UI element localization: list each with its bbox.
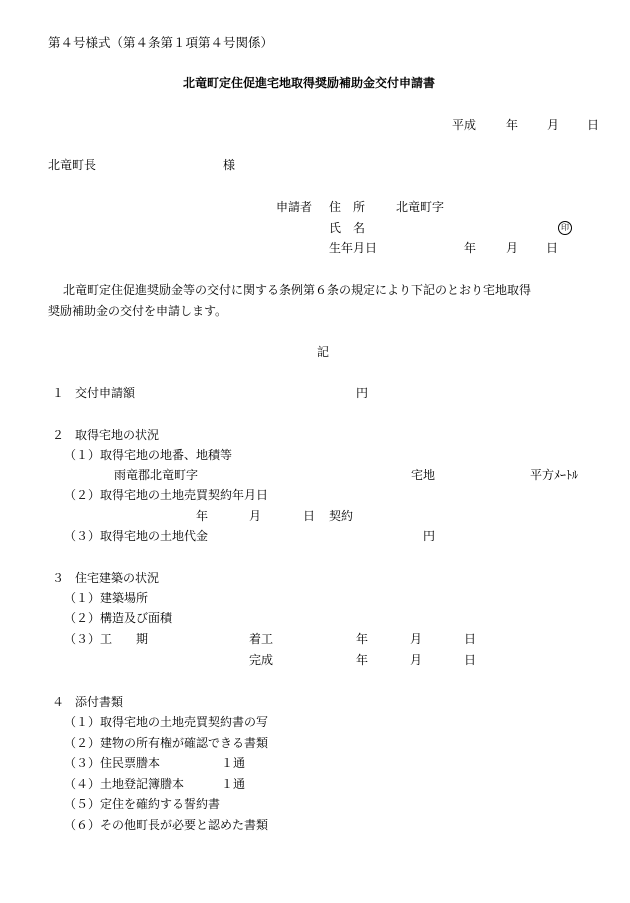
section2-area-unit: 平方ﾒｰﾄﾙ [530,468,579,482]
start-month-label: 月 [410,632,423,646]
body-text-line1: 北竜町定住促進奨励金等の交付に関する条例第６条の規定により下記のとおり宅地取得 [63,283,532,297]
section3-item2: （２）構造及び面積 [64,611,173,625]
contract-month-label: 月 [249,509,262,523]
section4-label: 添付書類 [75,695,124,709]
document-title: 北竜町定住促進宅地取得奨励補助金交付申請書 [183,76,436,90]
attachment-item: （２）建物の所有権が確認できる書類 [64,736,269,750]
section1-label: 交付申請額 [75,386,136,400]
applicant-birth-label: 生年月日 [329,241,378,255]
birth-month-label: 月 [506,241,519,255]
attachment-item: （３）住民票謄本 [64,756,161,770]
birth-year-label: 年 [464,241,477,255]
attachment-item: （４）土地登記簿謄本 [64,777,185,791]
ki-heading: 記 [317,345,330,359]
end-day-label: 日 [464,653,477,667]
start-year-label: 年 [356,632,369,646]
section3-number: ３ [52,571,65,585]
construction-start-label: 着工 [249,632,274,646]
attachment-item: （５）定住を確約する誓約書 [64,797,221,811]
section2-land-type: 宅地 [411,468,436,482]
section2-label: 取得宅地の状況 [75,428,160,442]
seal-icon: 印 [558,221,572,235]
contract-year-label: 年 [196,509,209,523]
body-text-line2: 奨励補助金の交付を申請します。 [48,304,228,318]
date-month-label: 月 [547,118,560,132]
section4-number: ４ [52,695,65,709]
addressee-name: 北竜町長 [48,158,97,172]
section2-item2: （２）取得宅地の土地売買契約年月日 [64,488,269,502]
attachment-count: １通 [221,756,246,770]
addressee-honorific: 様 [223,158,236,172]
date-day-label: 日 [587,118,600,132]
start-day-label: 日 [464,632,477,646]
attachment-item: （６）その他町長が必要と認めた書類 [64,818,269,832]
section1-unit: 円 [356,386,369,400]
contract-day-label: 日 [303,509,316,523]
contract-label: 契約 [329,509,354,523]
date-era: 平成 [452,118,477,132]
section2-item3: （３）取得宅地の土地代金 [64,529,209,543]
date-year-label: 年 [506,118,519,132]
section2-number: ２ [52,428,65,442]
end-year-label: 年 [356,653,369,667]
section2-price-unit: 円 [423,529,436,543]
form-number-label: 第４号様式（第４条第１項第４号関係） [48,35,274,50]
attachment-count: １通 [221,777,246,791]
attachment-item: （１）取得宅地の土地売買契約書の写 [64,715,269,729]
applicant-address-value: 北竜町字 [396,200,445,214]
end-month-label: 月 [410,653,423,667]
section3-label: 住宅建築の状況 [75,571,160,585]
section3-item1: （１）建築場所 [64,591,149,605]
applicant-name-label: 氏 名 [329,221,366,235]
section3-item3: （３）工 期 [64,632,149,646]
section2-item1: （１）取得宅地の地番、地積等 [64,448,233,462]
applicant-label: 申請者 [276,200,313,214]
section1-number: １ [52,386,65,400]
applicant-address-label: 住 所 [329,200,366,214]
birth-day-label: 日 [546,241,559,255]
seal-mark [558,220,572,235]
construction-end-label: 完成 [249,653,274,667]
section2-location: 雨竜郡北竜町字 [114,468,199,482]
